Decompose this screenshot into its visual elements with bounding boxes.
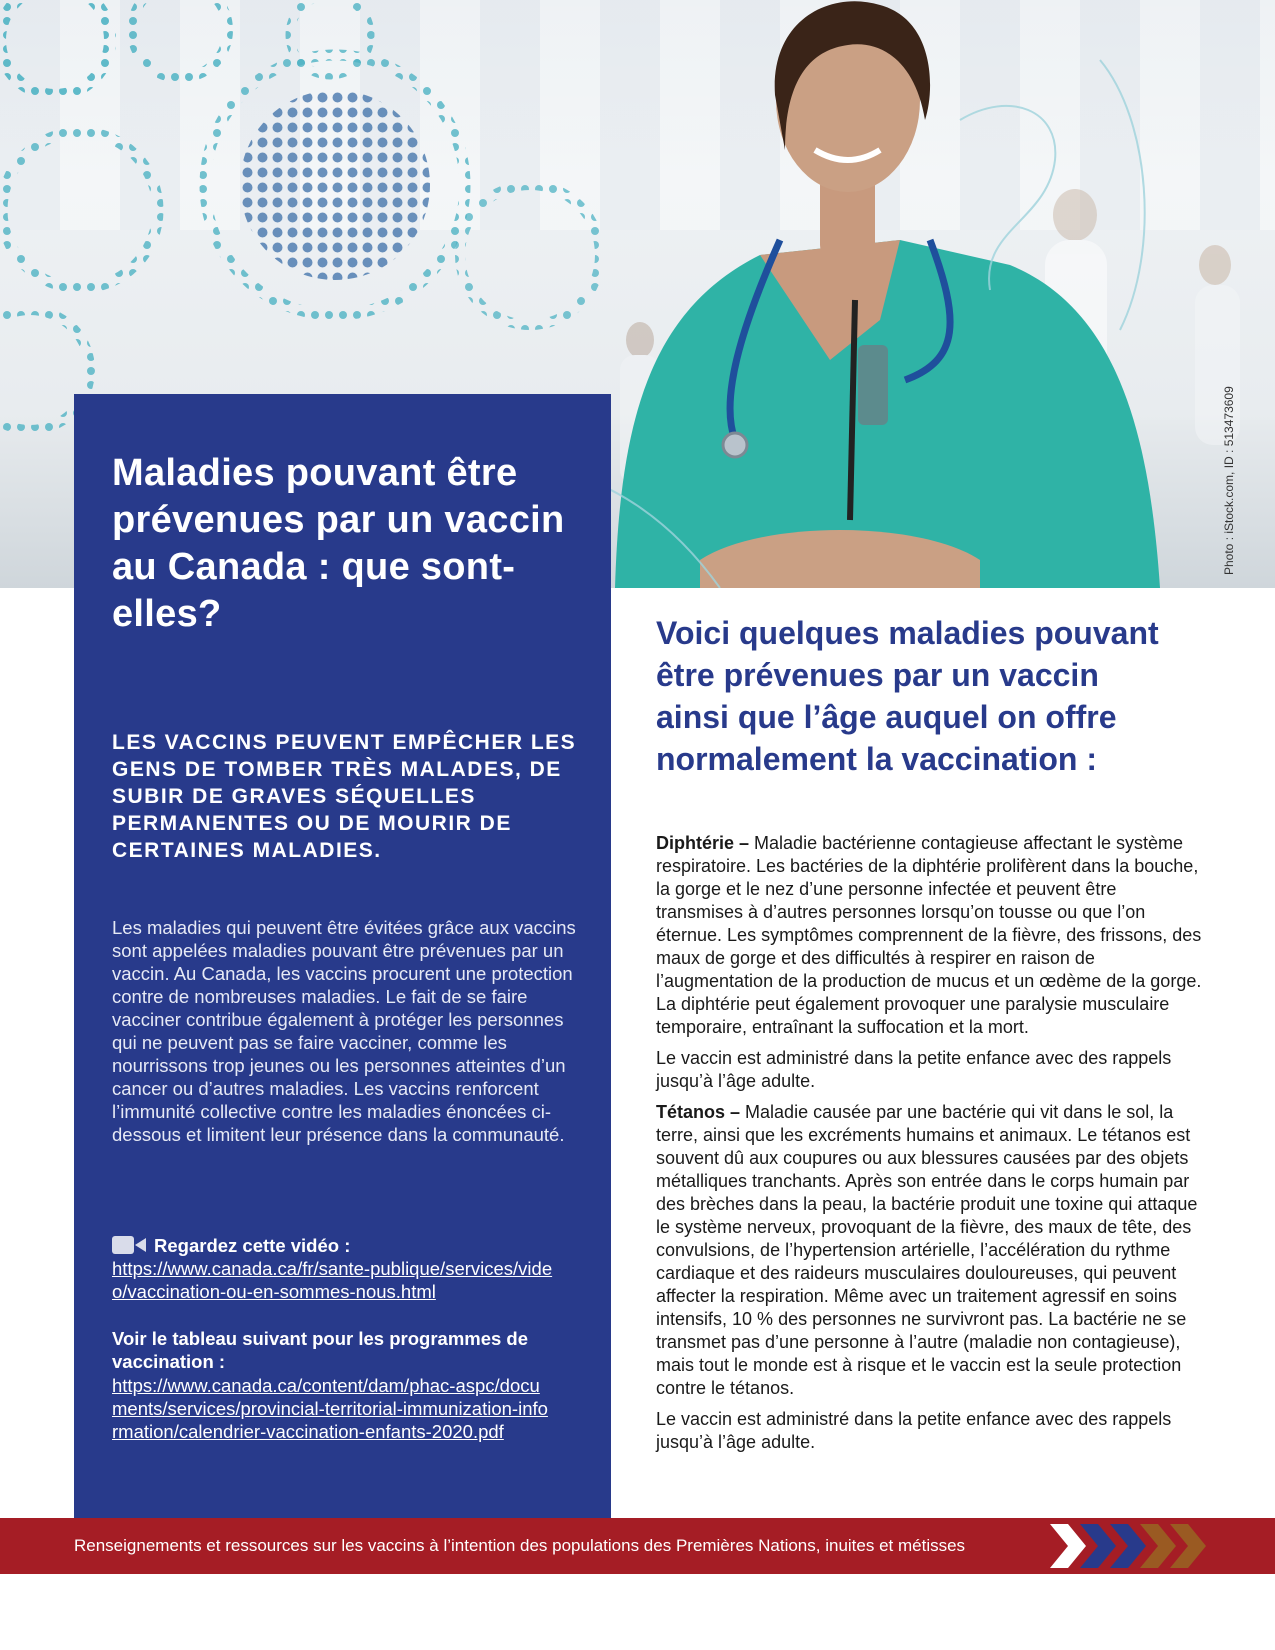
disease-text: Maladie bactérienne contagieuse affectant le système respiratoire. Les bactéries de la diphtérie prolifèrent dans la bouche, la gorge et le nez d’une personne infectée et peuvent être transmises à d’autres personnes lorsqu’on tousse ou que l’on éternue. Les symptômes comprennent de la fièvre, des frissons, des maux de gorge et des difficultés à respirer en raison de l’augmentation de la production de mucus et un œdème de la gorge. La diphtérie peut également provoquer une paralysie musculaire temporaire, entraînant la suffocation et la mort. <box>656 833 1202 1037</box>
intro-panel <box>74 394 611 1518</box>
chevron-arrows-icon <box>1050 1518 1220 1574</box>
disease-name: Tétanos – <box>656 1102 741 1122</box>
disease-schedule: Le vaccin est administré dans la petite enfance avec des rappels jusqu’à l’âge adulte. <box>656 1048 1172 1091</box>
disease-schedule: Le vaccin est administré dans la petite enfance avec des rappels jusqu’à l’âge adulte. <box>656 1409 1172 1452</box>
diseases-heading: Voici quelques maladies pouvant être prévenues par un vaccin ainsi que l’âge auquel on offre normalement la vaccination : <box>656 615 1159 777</box>
disease-description <box>656 832 1204 1039</box>
video-label <box>112 1234 582 1257</box>
chevron-white-icon <box>1050 1524 1086 1568</box>
footer-bar <box>0 1518 1275 1574</box>
page-title: Maladies pouvant être prévenues par un vaccin au Canada : que sont-elles? <box>112 452 565 635</box>
video-camera-icon <box>112 1235 146 1255</box>
vaccination-table-link[interactable]: https://www.canada.ca/content/dam/phac-aspc/documents/services/provincial-territorial-immunization-information/calendrier-vaccination-enfants-2020.pdf <box>112 1375 548 1442</box>
panel-subtitle: LES VACCINS PEUVENT EMPÊCHER LES GENS DE TOMBER TRÈS MALADES, DE SUBIR DE GRAVES SÉQUELLES PERMANENTES OU DE MOURIR DE CERTAINES MALADIES. <box>112 731 577 862</box>
disease-name: Diphtérie – <box>656 833 750 853</box>
dotted-circle-pattern <box>0 0 600 430</box>
footer-text: Renseignements et ressources sur les vaccins à l’intention des populations des Premières Nations, inuites et métisses <box>74 1536 966 1555</box>
panel-body-text: Les maladies qui peuvent être évitées grâce aux vaccins sont appelées maladies pouvant être prévenues par un vaccin. Au Canada, les vaccins procurent une protection contre de nombreuses maladies. Le fait de se faire vacciner contribue également à protéger les personnes qui ne peuvent pas se faire vacciner, comme les nourrissons trop jeunes ou les personnes atteintes d’un cancer ou d’autres maladies. Les vaccins renforcent l’immunité collective contre les maladies énoncées ci-dessous et limitent leur présence dans la communauté. <box>112 917 576 1145</box>
photo-credit: Photo : iStock.com, ID : 513473609 <box>1222 386 1236 575</box>
video-label-text: Regardez cette vidéo : <box>154 1235 351 1256</box>
disease-description <box>656 1101 1204 1400</box>
disease-text: Maladie causée par une bactérie qui vit dans le sol, la terre, ainsi que les excréments humains et animaux. Le tétanos est souvent dû aux coupures ou aux blessures causées par des objets métalliques tranchants. Après son entrée dans le corps humain par des brèches dans la peau, la bactérie produit une toxine qui attaque le système nerveux, provoquant de la fièvre, des maux de tête, des convulsions, de l’hypertension artérielle, l’accélération du rythme cardiaque et des raideurs musculaires douloureuses, qui peuvent affecter la respiration. Même avec un traitement agressif en soins intensifs, 10 % des personnes ne survivront pas. La bactérie ne se transmet pas d’une personne à l’autre (maladie non contagieuse), mais tout le monde est à risque et le vaccin est la seule protection contre le tétanos. <box>656 1102 1198 1398</box>
table-label: Voir le tableau suivant pour les programmes de vaccination : <box>112 1328 529 1372</box>
disease-list <box>656 832 1204 1462</box>
video-link[interactable]: https://www.canada.ca/fr/sante-publique/services/video/vaccination-ou-en-sommes-nous.html <box>112 1258 553 1302</box>
